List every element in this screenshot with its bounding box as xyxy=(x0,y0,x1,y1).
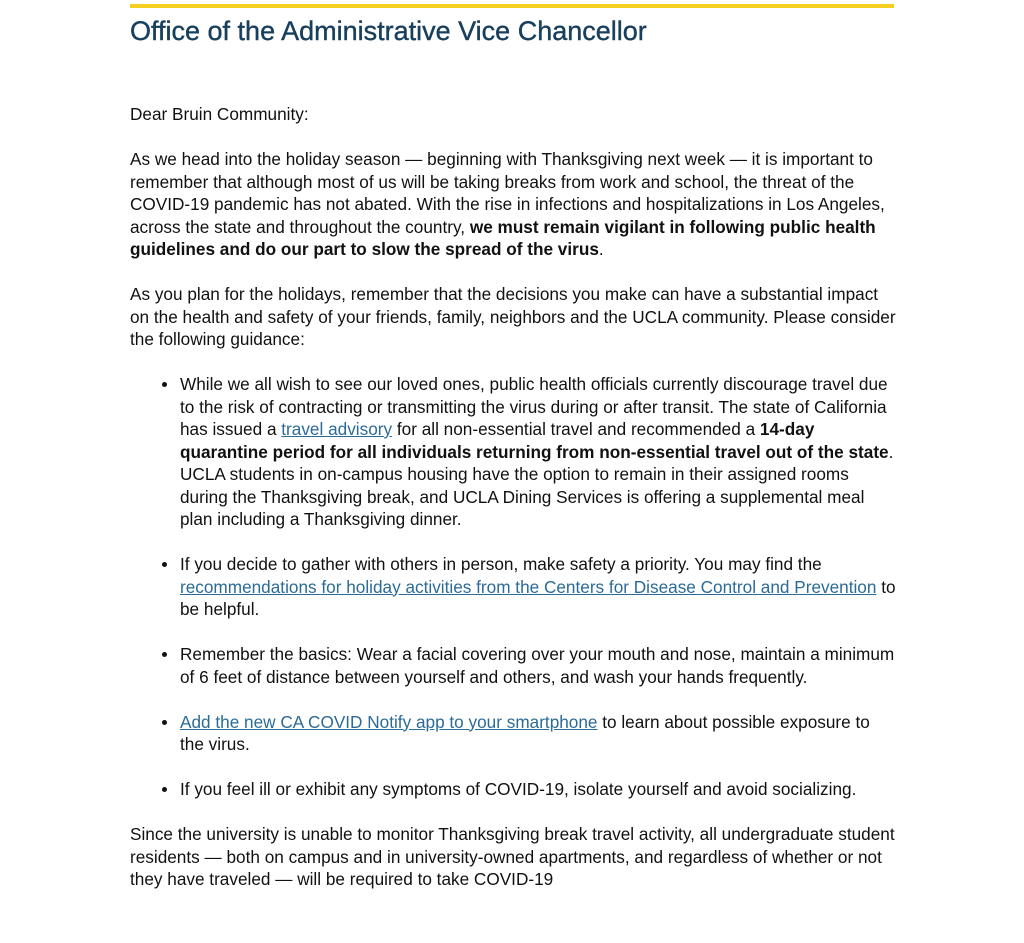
list-item-text: to be helpful. xyxy=(180,576,896,619)
list-item-gather xyxy=(180,553,898,621)
page-title: Office of the Administrative Vice Chancellor xyxy=(130,16,647,46)
salutation: Dear Bruin Community: xyxy=(130,104,309,124)
list-item-text: for all non-essential travel and recommended a xyxy=(392,419,760,439)
list-item-text: While we all wish to see our loved ones, public health officials currently discourage travel due to the risk of contracting or transmitting the virus during or after transit. The state of California has issued a xyxy=(180,374,888,439)
list-item-text: to learn about possible exposure to the virus. xyxy=(180,711,870,754)
list-item-text: . UCLA students in on-campus housing have the option to remain in their assigned rooms during the Thanksgiving break, and UCLA Dining Services is offering a supplemental meal plan including a Thanksgiving dinner. xyxy=(180,441,894,529)
travel-advisory-link[interactable]: travel advisory xyxy=(281,419,393,439)
list-item-text: If you decide to gather with others in person, make safety a priority. You may find the xyxy=(180,554,822,574)
list-item-text: Remember the basics: Wear a facial covering over your mouth and nose, maintain a minimum of 6 feet of distance between yourself and others, and wash your hands frequently. xyxy=(180,644,895,687)
ca-covid-notify-link[interactable]: Add the new CA COVID Notify app to your smartphone xyxy=(180,711,598,732)
paragraph-intro-end: . xyxy=(598,239,604,259)
list-item-basics xyxy=(180,643,898,688)
header-rule xyxy=(130,4,894,8)
bullet-icon xyxy=(162,562,167,567)
paragraph-intro-bold: we must remain vigilant in following public health guidelines and do our part to slow the spread of the virus xyxy=(130,216,876,259)
bullet-icon xyxy=(162,652,167,657)
paragraph-intro xyxy=(130,148,898,261)
list-item-bold: 14-day quarantine period for all individuals returning from non-essential travel out of the state xyxy=(180,419,889,462)
list-item-text: If you feel ill or exhibit any symptoms of COVID-19, isolate yourself and avoid socializing. xyxy=(180,779,857,799)
list-item-notify-app xyxy=(180,711,898,756)
bullet-icon xyxy=(162,382,167,387)
bullet-icon xyxy=(162,720,167,725)
bullet-icon xyxy=(162,787,167,792)
list-item-travel xyxy=(180,373,898,531)
paragraph-intro-text: As we head into the holiday season — beginning with Thanksgiving next week — it is important to remember that although most of us will be taking breaks from work and school, the threat of the COVID-19 pandemic has not abated. With the rise in infections and hospitalizations in Los Angeles, across the state and throughout the country, xyxy=(130,149,885,237)
list-item-symptoms xyxy=(180,778,898,801)
cdc-recommendations-link[interactable]: recommendations for holiday activities from the Centers for Disease Control and Prevention xyxy=(180,576,877,597)
paragraph-guidance: As you plan for the holidays, remember that the decisions you make can have a substantial impact on the health and safety of your friends, family, neighbors and the UCLA community. Please consider the following guidance: xyxy=(130,284,896,349)
letter-body xyxy=(130,103,898,913)
paragraph-testing: Since the university is unable to monitor Thanksgiving break travel activity, all undergraduate student residents — both on campus and in university-owned apartments, and regardless of whether or not they have traveled — will be required to take COVID-19 xyxy=(130,824,895,889)
guidance-list xyxy=(130,373,898,801)
